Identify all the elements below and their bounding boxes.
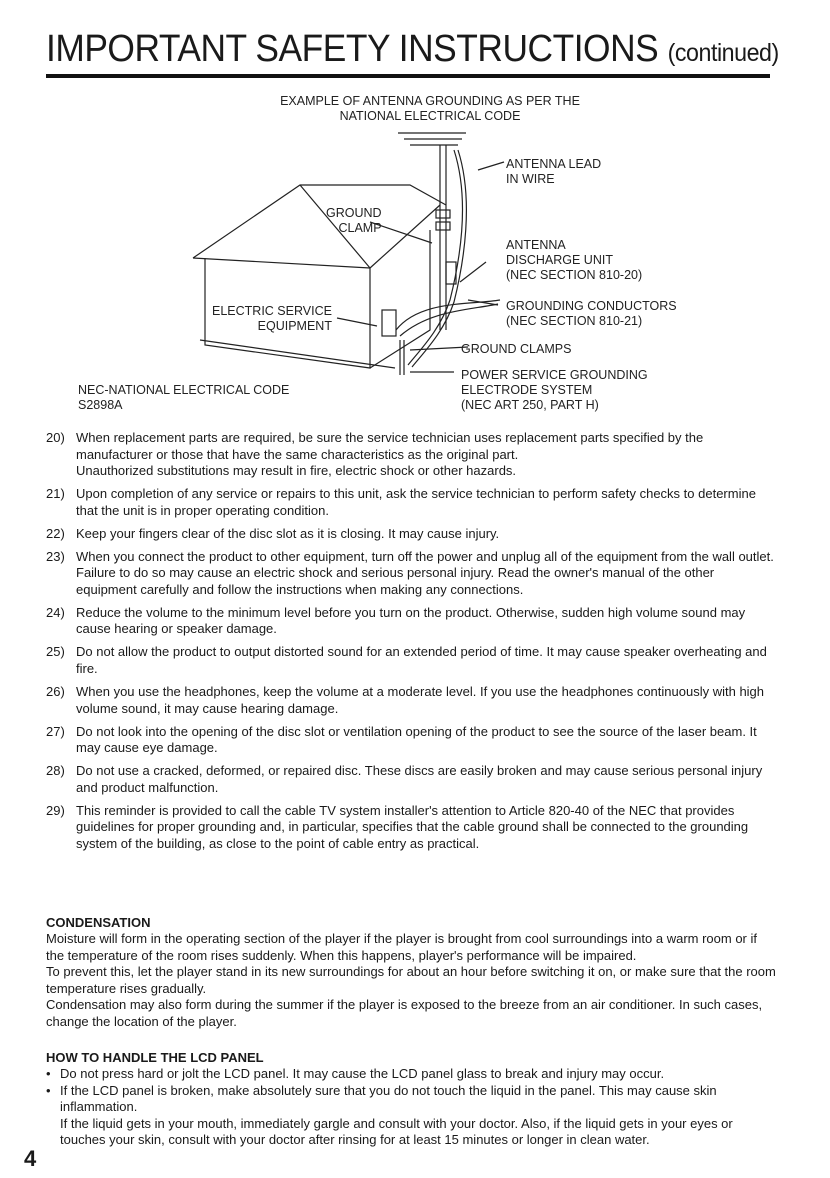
list-item <box>46 763 776 796</box>
bullet-icon: • <box>46 1066 51 1081</box>
condensation-paragraph-1: Moisture will form in the operating section of the player if the player is brought from cool surroundings into a warm room or if the temperature of the room rises suddenly. When this happens, player's performance will be impaired. <box>46 931 757 963</box>
item-text: When replacement parts are required, be sure the service technician uses replacement parts specified by the manufacturer or those that have the same characteristics as the original part. Unauthorized substitutions may result in fire, electric shock or other hazards. <box>76 430 704 478</box>
roof-outline <box>193 185 446 258</box>
label-electric-service: ELECTRIC SERVICE EQUIPMENT <box>212 304 332 333</box>
item-text: Do not look into the opening of the disc slot or ventilation opening of the product to see the source of the laser beam. It may cause eye damage. <box>76 723 757 756</box>
item-text: Do not use a cracked, deformed, or repaired disc. These discs are easily broken and may cause serious personal injury and product malfunction. <box>76 763 763 795</box>
label-ground-clamps: GROUND CLAMPS <box>461 342 572 356</box>
safety-items-list <box>46 430 776 859</box>
caption-line-1: EXAMPLE OF ANTENNA GROUNDING AS PER THE <box>280 94 580 108</box>
condensation-heading: CONDENSATION <box>46 915 151 930</box>
list-item <box>46 430 776 480</box>
antenna-grounding-diagram <box>0 0 830 430</box>
service-equipment-box <box>382 310 396 336</box>
lead-in-wire <box>408 150 462 365</box>
caption-line-2: NATIONAL ELECTRICAL CODE <box>339 109 521 123</box>
item-text: When you connect the product to other equipment, turn off the power and unplug all of the equipment from the wall outlet. Failure to do so may cause an electric shock and serious personal injury. Read the owner's manual of the other equipment carefully and follow the instructions when making any connections. <box>76 548 774 597</box>
item-text: Upon completion of any service or repairs to this unit, ask the service technician to perform safety checks to determine that the unit is in proper operating condition. <box>76 486 756 518</box>
list-item <box>46 549 776 599</box>
list-item <box>46 684 776 717</box>
item-number: 25) <box>46 644 65 660</box>
title-continued: (continued) <box>667 39 779 67</box>
diagram-caption <box>240 94 620 124</box>
item-number: 24) <box>46 604 65 620</box>
title-text: IMPORTANT SAFETY INSTRUCTIONS <box>46 28 659 70</box>
list-item <box>46 644 776 677</box>
list-item <box>46 1083 776 1149</box>
lcd-bullet-2: If the LCD panel is broken, make absolutely sure that you do not touch the liquid in the panel. This may cause skin inflammation. If the liquid gets in your mouth, immediately gargle and consult with your doctor. Also, if the liquid gets in your eyes or touches your skin, consult with your doctor after rinsing for at least 15 minutes or longer in clean water. <box>60 1082 733 1147</box>
item-number: 22) <box>46 525 65 541</box>
item-text: This reminder is provided to call the cable TV system installer's attention to Article 820-40 of the NEC that provides guidelines for proper grounding and, in particular, specifies that the cable ground shall be connected to the grounding system of the building, as close to the point of cable entry as practical. <box>76 802 749 851</box>
item-number: 28) <box>46 763 65 779</box>
item-text: Reduce the volume to the minimum level before you turn on the product. Otherwise, sudden high volume sound may cause hearing or speaker damage. <box>76 604 746 637</box>
label-antenna-lead: ANTENNA LEAD IN WIRE <box>506 157 602 186</box>
label-nec: NEC-NATIONAL ELECTRICAL CODE S2898A <box>78 383 290 412</box>
item-number: 27) <box>46 723 65 739</box>
item-number: 23) <box>46 548 65 564</box>
item-number: 29) <box>46 802 65 818</box>
list-item <box>46 605 776 638</box>
item-text: When you use the headphones, keep the volume at a moderate level. If you use the headphones continuously with high volume sound, it may cause hearing damage. <box>76 684 765 716</box>
item-text: Do not allow the product to output distorted sound for an extended period of time. It may cause speaker overheating and fire. <box>76 644 767 676</box>
item-number: 20) <box>46 430 65 445</box>
list-item <box>46 1066 776 1083</box>
condensation-section <box>46 915 776 1030</box>
page-number: 4 <box>24 1146 37 1171</box>
item-number: 21) <box>46 486 65 502</box>
lcd-heading: HOW TO HANDLE THE LCD PANEL <box>46 1050 264 1065</box>
bullet-icon: • <box>46 1082 51 1098</box>
list-item <box>46 486 776 519</box>
item-text: Keep your fingers clear of the disc slot as it is closing. It may cause injury. <box>76 525 500 541</box>
label-power-service: POWER SERVICE GROUNDING ELECTRODE SYSTEM (NEC ART 250, PART H) <box>461 368 648 412</box>
label-discharge-unit: ANTENNA DISCHARGE UNIT (NEC SECTION 810-20) <box>506 238 643 282</box>
lcd-section <box>46 1050 776 1149</box>
list-item <box>46 803 776 853</box>
condensation-paragraph-2: To prevent this, let the player stand in its new surroundings for about an hour before switching it on, or make sure that the room temperature rises gradually. <box>46 964 776 996</box>
lcd-bullet-1: Do not press hard or jolt the LCD panel. It may cause the LCD panel glass to break and injury may occur. <box>60 1066 665 1081</box>
list-item <box>46 724 776 757</box>
list-item <box>46 526 776 543</box>
condensation-paragraph-3: Condensation may also form during the summer if the player is exposed to the breeze from an air conditioner. In such cases, change the location of the player. <box>46 997 763 1029</box>
label-grounding-conductors: GROUNDING CONDUCTORS (NEC SECTION 810-21) <box>506 299 677 328</box>
item-number: 26) <box>46 684 65 700</box>
label-ground-clamp: GROUND CLAMP <box>326 206 382 235</box>
